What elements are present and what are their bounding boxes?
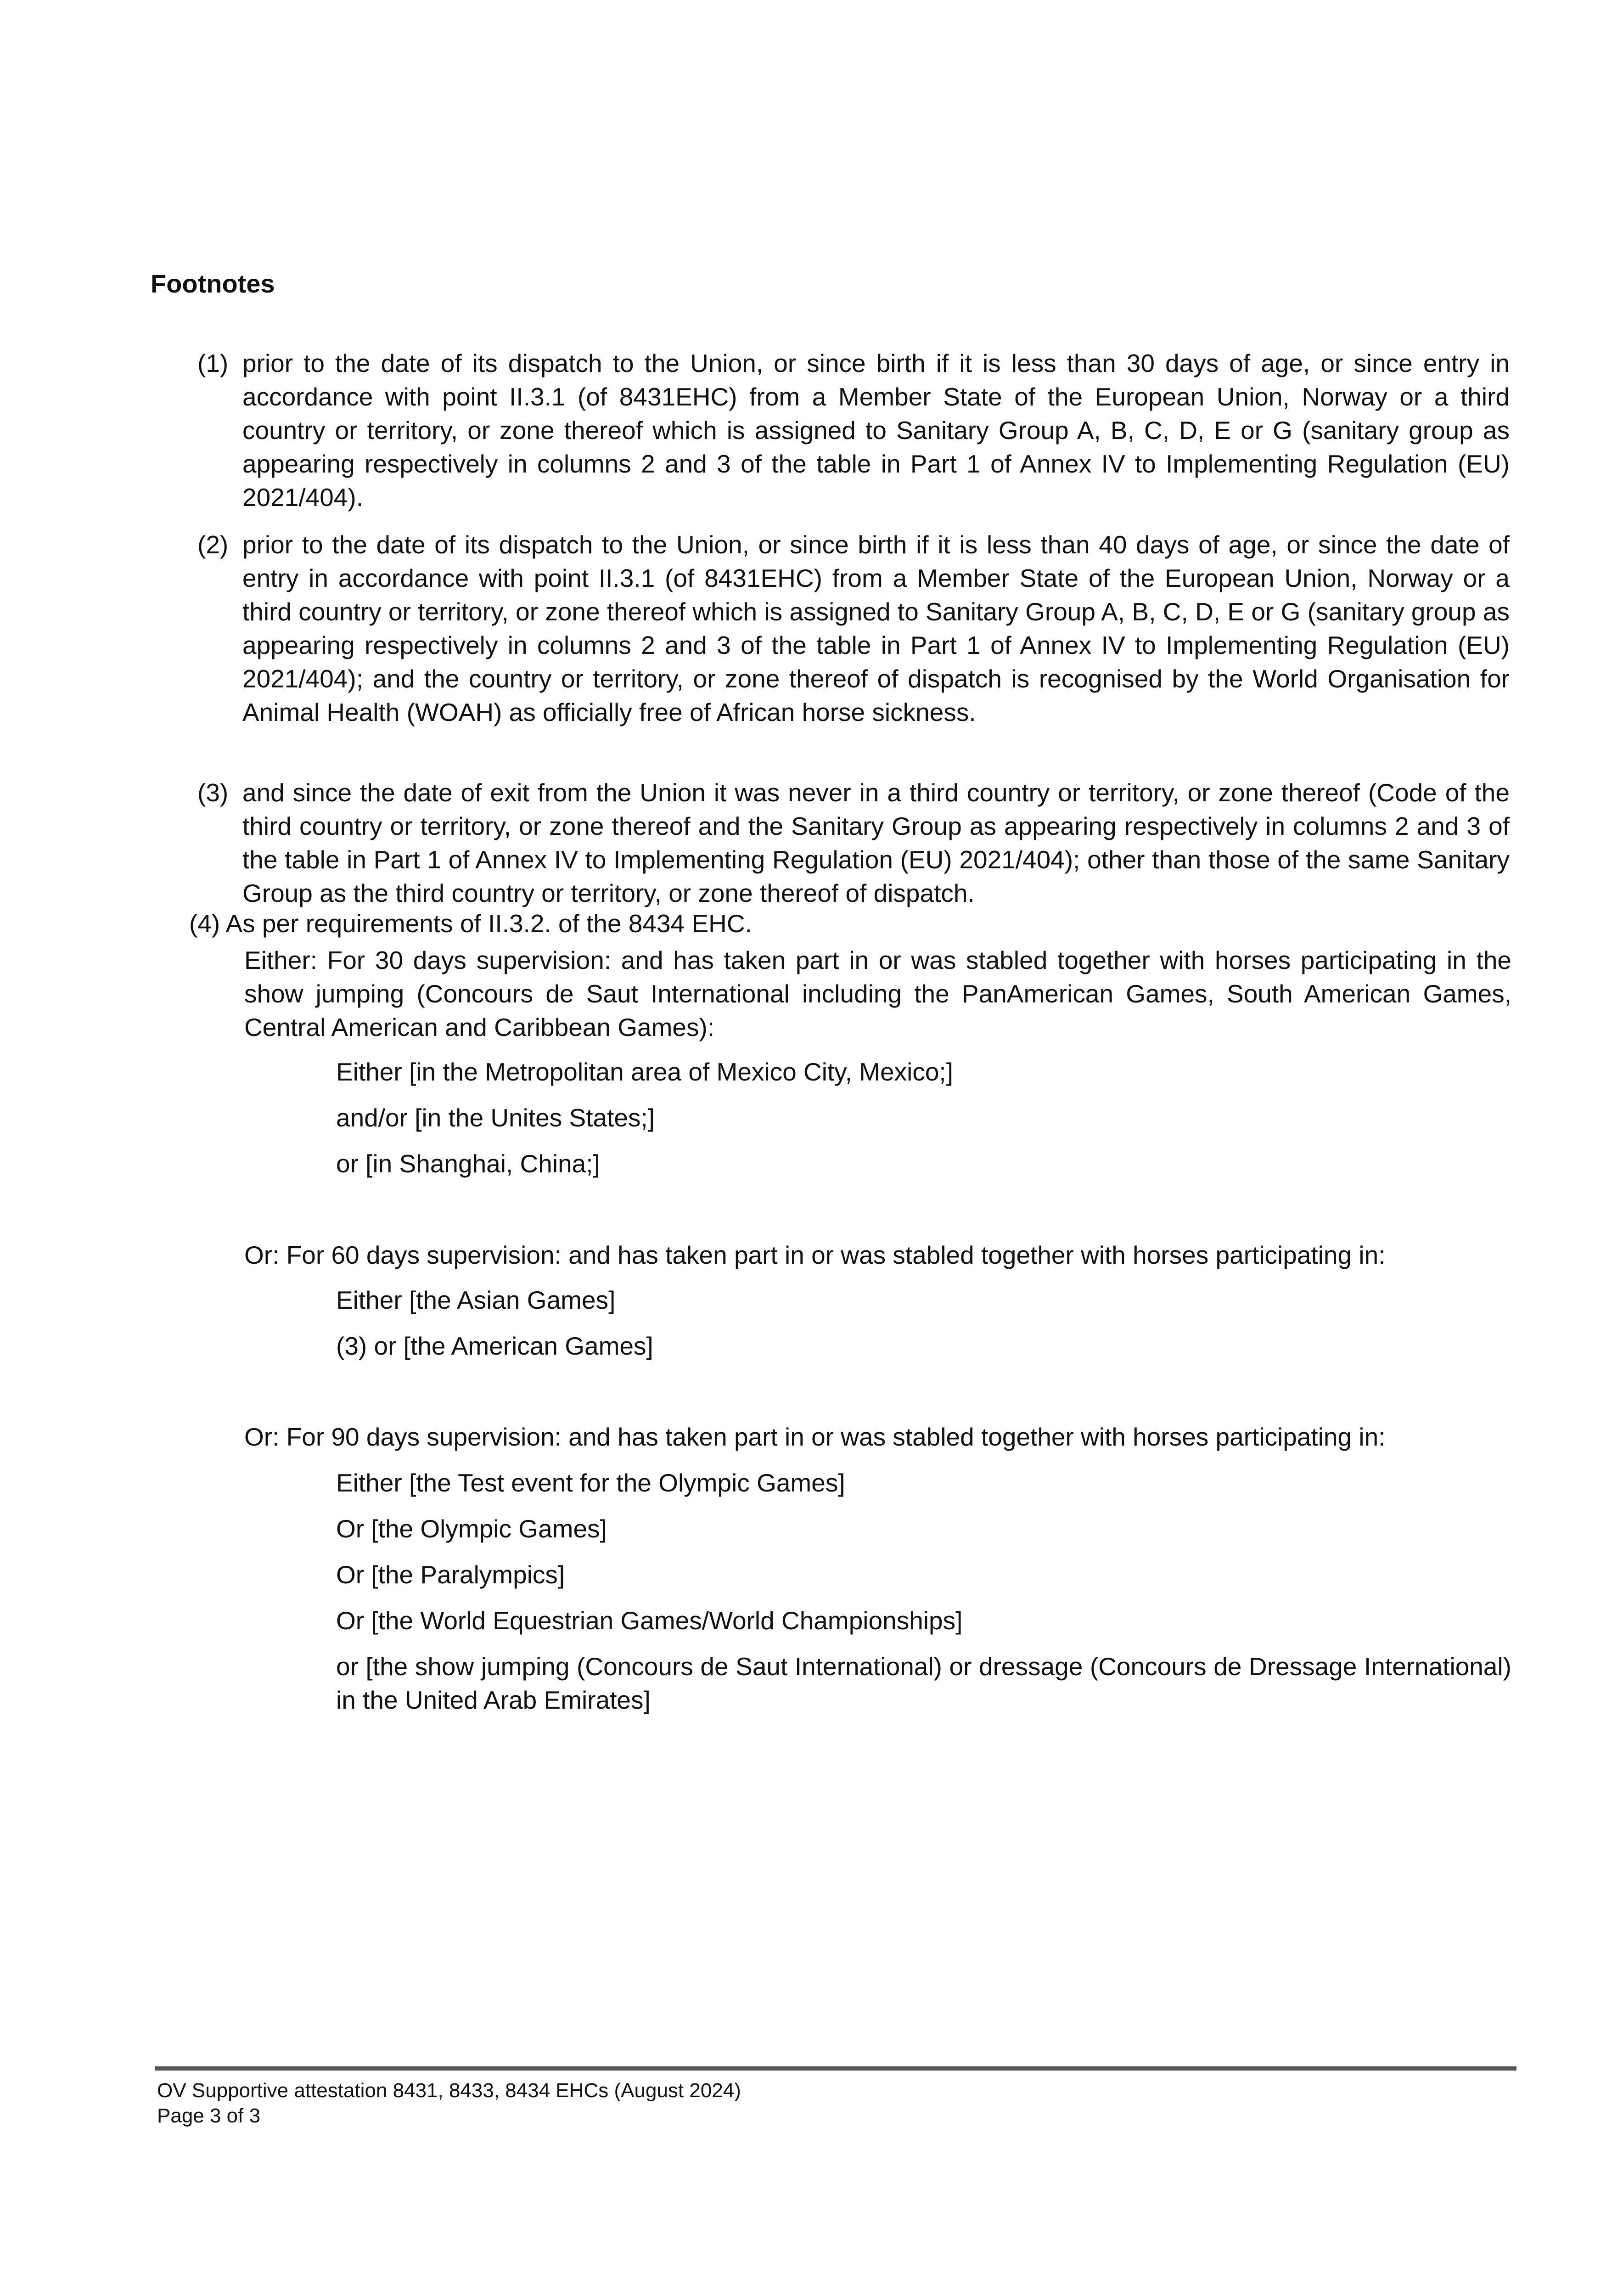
footnote-3-number: (3) (197, 778, 229, 807)
footnote-1-text: prior to the date of its dispatch to the Union, or since birth if it is less than 30 days of age, or since entry in accordance with point II.3.1 (of 8431EHC) from a Member State of the European Union, Norway or a third country or territory, or zone thereof which is assigned to Sanitary Group A, B, C, D, E or G (sanitary group as appearing respectively in columns 2 and 3 of the table in Part 1 of Annex IV to Implementing Regulation (EU) 2021/404). (242, 349, 1510, 512)
or-90-option-3: Or [the Paralympics] (336, 1560, 565, 1589)
or-60-option-2: (3) or [the American Games] (336, 1332, 653, 1360)
footnote-3 (197, 776, 1510, 910)
either-30-days-text: Either: For 30 days supervision: and has taken part in or was stabled together with horses participating in the show jumping (Concours de Saut International including the PanAmerican Games, South American Games, Central American and Caribbean Games): (244, 946, 1511, 1041)
or-90-option-1: Either [the Test event for the Olympic Games] (336, 1469, 845, 1497)
or-90-days-text: Or: For 90 days supervision: and has taken part in or was stabled together with horses participating in: (244, 1423, 1386, 1451)
footnote-2-number: (2) (197, 530, 229, 559)
footnote-1-number: (1) (197, 349, 229, 377)
or-60-option-1: Either [the Asian Games] (336, 1286, 616, 1314)
footer-page-number: Page 3 of 3 (157, 2105, 261, 2127)
footnote-2 (197, 528, 1510, 729)
or-60-days-text: Or: For 60 days supervision: and has taken part in or was stabled together with horses participating in: (244, 1241, 1386, 1269)
or-90-option-5: or [the show jumping (Concours de Saut International) or dressage (Concours de Dressage International) in the United Arab Emirates] (336, 1652, 1511, 1714)
footnotes-heading: Footnotes (151, 269, 275, 298)
footnote-3-text: and since the date of exit from the Union it was never in a third country or territory, or zone thereof (Code of the third country or territory, or zone thereof and the Sanitary Group as appearing respectively in columns 2 and 3 of the table in Part 1 of Annex IV to Implementing Regulation (EU) 2021/404); other than those of the same Sanitary Group as the third country or territory, or zone thereof of dispatch. (242, 778, 1510, 907)
either-30-option-3: or [in Shanghai, China;] (336, 1149, 600, 1178)
footnote-1 (197, 347, 1510, 514)
either-30-option-1: Either [in the Metropolitan area of Mexico City, Mexico;] (336, 1058, 953, 1086)
or-90-option-2: Or [the Olympic Games] (336, 1514, 607, 1543)
footer-document-title: OV Supportive attestation 8431, 8433, 8434 EHCs (August 2024) (157, 2079, 741, 2102)
either-30-option-2: and/or [in the Unites States;] (336, 1103, 655, 1132)
footer-divider (155, 2066, 1516, 2071)
or-90-option-4: Or [the World Equestrian Games/World Championships] (336, 1606, 963, 1635)
footnote-4-heading: (4) As per requirements of II.3.2. of the 8434 EHC. (189, 909, 752, 938)
footnote-2-text: prior to the date of its dispatch to the Union, or since birth if it is less than 40 days of age, or since the date of entry in accordance with point II.3.1 (of 8431EHC) from a Member State of the European Union, Norway or a third country or territory, or zone thereof which is assigned to Sanitary Group A, B, C, D, E or G (sanitary group as appearing respectively in columns 2 and 3 of the table in Part 1 of Annex IV to Implementing Regulation (EU) 2021/404); and the country or territory, or zone thereof of dispatch is recognised by the World Organisation for Animal Health (WOAH) as officially free of African horse sickness. (242, 530, 1510, 726)
